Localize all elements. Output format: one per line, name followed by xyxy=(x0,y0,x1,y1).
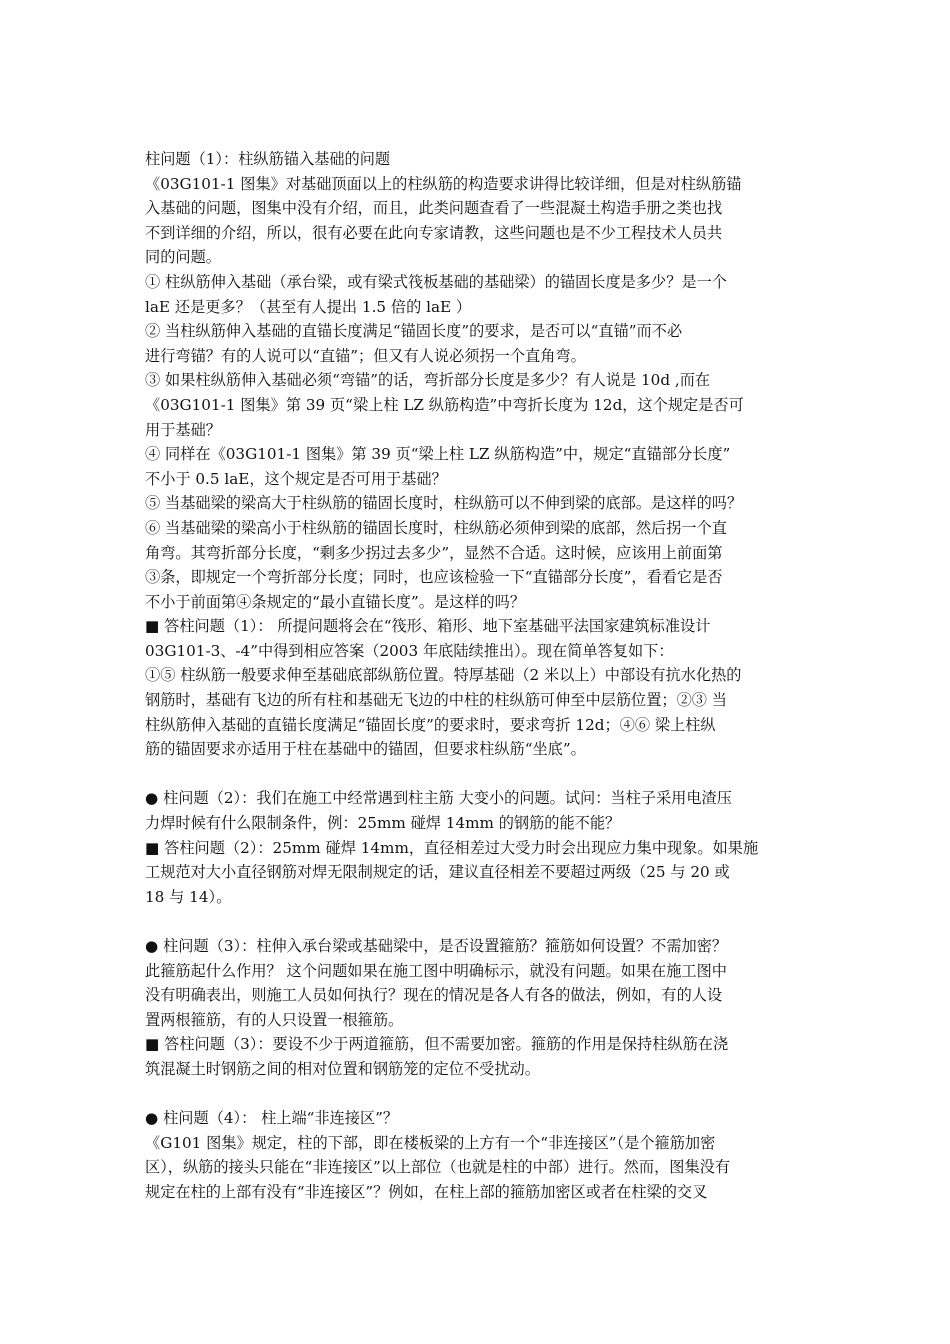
text-line: 没有明确表出，则施工人员如何执行？现在的情况是各人有各的做法，例如，有的人设 xyxy=(145,986,723,1005)
text-line: 进行弯锚？有的人说可以“直锚”；但又有人说必须拐一个直角弯。 xyxy=(145,346,586,365)
text-line: ● 柱问题（4）： 柱上端“非连接区”？ xyxy=(145,1109,399,1128)
text-line: ① 柱纵筋伸入基础（承台梁，或有梁式筏板基础的基础梁）的锚固长度是多少？是一个 xyxy=(145,272,727,291)
text-line: 用于基础？ xyxy=(145,420,221,439)
text-line: 不小于前面第④条规定的“最小直锚长度”。是这样的吗？ xyxy=(145,592,526,611)
text-line: 不到详细的介绍，所以，很有必要在此向专家请教，这些问题也是不少工程技术人员共 xyxy=(145,223,723,242)
text-line: ①⑤ 柱纵筋一般要求伸至基础底部纵筋位置。特厚基础（2 米以上）中部设有抗水化热的 xyxy=(145,666,742,685)
text-line: 入基础的问题，图集中没有介绍，而且，此类问题查看了一些混凝土构造手册之类也找 xyxy=(145,199,723,218)
text-line: ■ 答柱问题（1）： 所提问题将会在“筏形、箱形、地下室基础平法国家建筑标准设计 xyxy=(145,617,711,636)
document-body xyxy=(145,147,810,1205)
text-line: 不小于 0.5 laE，这个规定是否可用于基础？ xyxy=(145,469,447,488)
text-line: ⑤ 当基础梁的梁高大于柱纵筋的锚固长度时，柱纵筋可以不伸到梁的底部。是这样的吗？ xyxy=(145,494,743,513)
blank-line xyxy=(145,1082,810,1107)
text-line: 《03G101-1 图集》对基础顶面以上的柱纵筋的构造要求讲得比较详细，但是对柱纵筋锚 xyxy=(145,174,742,193)
blank-line xyxy=(145,909,810,934)
text-line: 此箍筋起什么作用？ 这个问题如果在施工图中明确标示，就没有问题。如果在施工图中 xyxy=(145,961,727,980)
text-line: 同的问题。 xyxy=(145,248,221,267)
text-line: 03G101-3、-4”中得到相应答案（2003 年底陆续推出）。现在简单答复如下： xyxy=(145,641,674,660)
text-line: 《03G101-1 图集》第 39 页“梁上柱 LZ 纵筋构造”中弯折长度为 12d，这个规定是否可 xyxy=(145,395,744,414)
text-line: 柱纵筋伸入基础的直锚长度满足“锚固长度”的要求时，要求弯折 12d；④⑥ 梁上柱纵 xyxy=(145,715,716,734)
text-line: 《G101 图集》规定，柱的下部，即在楼板梁的上方有一个“非连接区”（是个箍筋加密 xyxy=(145,1133,716,1152)
text-line: 置两根箍筋，有的人只设置一根箍筋。 xyxy=(145,1010,404,1029)
text-line: 钢筋时，基础有飞边的所有柱和基础无飞边的中柱的柱纵筋可伸至中层筋位置；②③ 当 xyxy=(145,691,727,710)
text-line: 规定在柱的上部有没有“非连接区”？例如，在柱上部的箍筋加密区或者在柱梁的交叉 xyxy=(145,1182,708,1201)
text-line: 筑混凝土时钢筋之间的相对位置和钢筋笼的定位不受扰动。 xyxy=(145,1059,540,1078)
text-line: ③条，即规定一个弯折部分长度；同时，也应该检验一下“直锚部分长度”，看看它是否 xyxy=(145,568,723,587)
text-line: ● 柱问题（2）：我们在施工中经常遇到柱主筋 大变小的问题。试问：当柱子采用电渣压 xyxy=(145,789,732,808)
text-line: 18 与 14）。 xyxy=(145,887,232,906)
text-line: ⑥ 当基础梁的梁高小于柱纵筋的锚固长度时，柱纵筋必须伸到梁的底部，然后拐一个直 xyxy=(145,518,727,537)
text-line: ● 柱问题（3）：柱伸入承台梁或基础梁中，是否设置箍筋？箍筋如何设置？不需加密？ xyxy=(145,937,728,955)
text-line: 角弯。其弯折部分长度，“剩多少拐过去多少”，显然不合适。这时候，应该用上前面第 xyxy=(145,543,723,562)
blank-line xyxy=(145,762,810,787)
text-line: 柱问题（1）：柱纵筋锚入基础的问题 xyxy=(145,150,391,168)
text-line: ■ 答柱问题（2）：25mm 碰焊 14mm，直径相差过大受力时会出现应力集中现象。如果施 xyxy=(145,838,759,857)
text-line: ③ 如果柱纵筋伸入基础必须“弯锚”的话，弯折部分长度是多少？有人说是 10d ,而在 xyxy=(145,371,711,390)
text-line: ■ 答柱问题（3）：要设不少于两道箍筋，但不需要加密。箍筋的作用是保持柱纵筋在浇 xyxy=(145,1035,729,1054)
text-line: ② 当柱纵筋伸入基础的直锚长度满足“锚固长度”的要求，是否可以“直锚”而不必 xyxy=(145,322,683,341)
text-line: 工规范对大小直径钢筋对焊无限制规定的话，建议直径相差不要超过两级（25 与 20 或 xyxy=(145,863,730,882)
text-line: 筋的锚固要求亦适用于柱在基础中的锚固，但要求柱纵筋“坐底”。 xyxy=(145,740,586,759)
text-line: laE 还是更多？（甚至有人提出 1.5 倍的 laE ） xyxy=(145,297,472,316)
text-line: 区），纵筋的接头只能在“非连接区”以上部位（也就是柱的中部）进行。然而，图集没有 xyxy=(145,1158,731,1177)
text-line: 力焊时候有什么限制条件，例：25mm 碰焊 14mm 的钢筋的能不能？ xyxy=(145,814,621,833)
text-line: ④ 同样在《03G101-1 图集》第 39 页“梁上柱 LZ 纵筋构造”中，规定“直锚部分长度” xyxy=(145,445,731,464)
